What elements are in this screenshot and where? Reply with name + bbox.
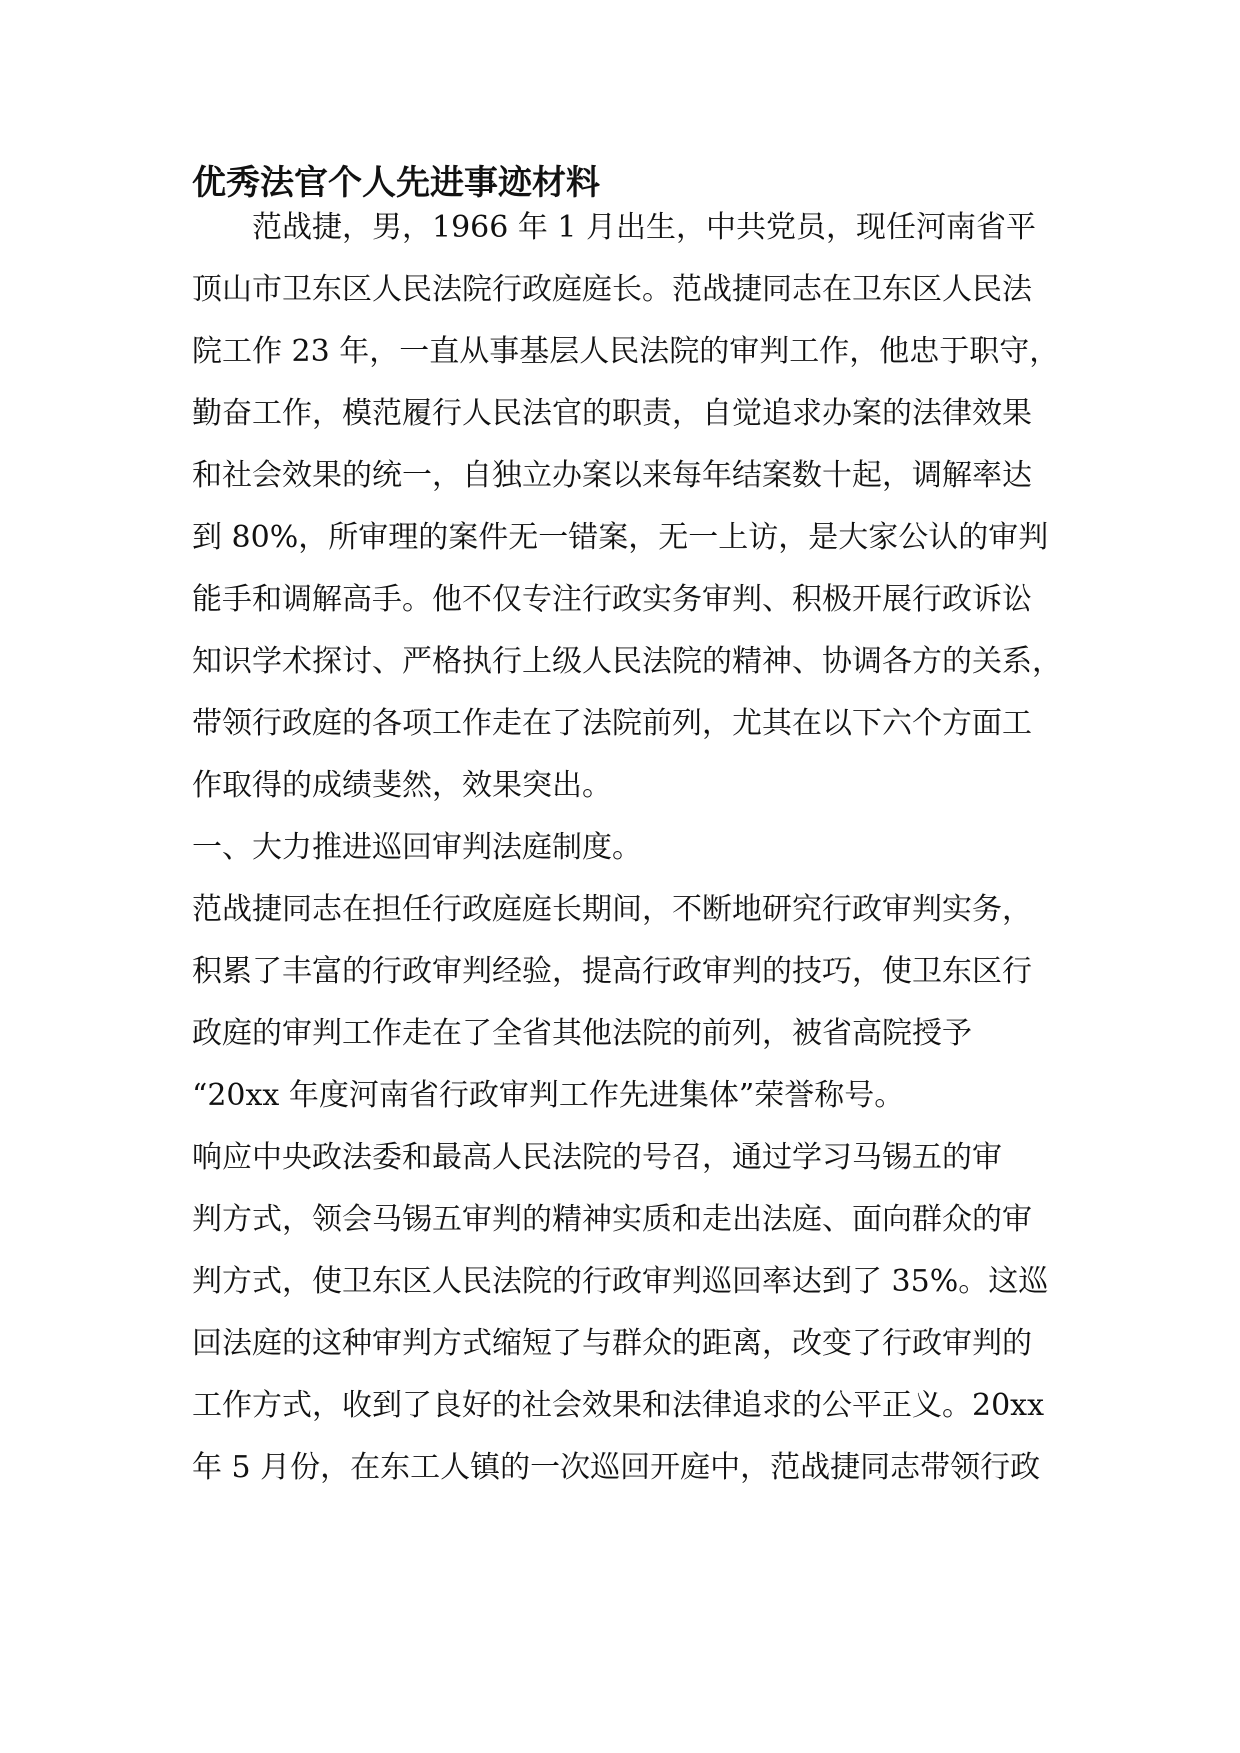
text-line: 回法庭的这种审判方式缩短了与群众的距离，改变了行政审判的 xyxy=(192,1326,1032,1361)
text-line: 政庭的审判工作走在了全省其他法院的前列，被省高院授予 xyxy=(192,1016,972,1051)
text-line: 到 80%，所审理的案件无一错案，无一上访，是大家公认的审判 xyxy=(192,520,1049,555)
text-line: 顶山市卫东区人民法院行政庭庭长。范战捷同志在卫东区人民法 xyxy=(192,272,1032,307)
text-line: 响应中央政法委和最高人民法院的号召，通过学习马锡五的审 xyxy=(192,1140,1002,1175)
text-line: 积累了丰富的行政审判经验，提高行政审判的技巧，使卫东区行 xyxy=(192,954,1032,989)
text-line: 年 5 月份，在东工人镇的一次巡回开庭中，范战捷同志带领行政 xyxy=(192,1450,1041,1485)
text-line: 作取得的成绩斐然，效果突出。 xyxy=(192,768,612,803)
text-line: 院工作 23 年，一直从事基层人民法院的审判工作，他忠于职守， xyxy=(192,334,1060,369)
text-line: 和社会效果的统一，自独立办案以来每年结案数十起，调解率达 xyxy=(192,458,1032,493)
text-line: 范战捷同志在担任行政庭庭长期间，不断地研究行政审判实务， xyxy=(192,892,1032,927)
text-line: 勤奋工作，模范履行人民法官的职责，自觉追求办案的法律效果 xyxy=(192,396,1032,431)
text-line: 判方式，领会马锡五审判的精神实质和走出法庭、面向群众的审 xyxy=(192,1202,1032,1237)
text-line: 知识学术探讨、严格执行上级人民法院的精神、协调各方的关系， xyxy=(192,644,1062,679)
text-line: “20xx 年度河南省行政审判工作先进集体”荣誉称号。 xyxy=(192,1078,905,1113)
text-line: 带领行政庭的各项工作走在了法院前列，尤其在以下六个方面工 xyxy=(192,706,1032,741)
text-line: 能手和调解高手。他不仅专注行政实务审判、积极开展行政诉讼 xyxy=(192,582,1032,617)
text-line: 判方式，使卫东区人民法院的行政审判巡回率达到了 35%。这巡 xyxy=(192,1264,1049,1299)
document-title: 优秀法官个人先进事迹材料 xyxy=(192,163,600,203)
section-heading: 一、大力推进巡回审判法庭制度。 xyxy=(192,830,642,865)
text-line: 范战捷，男，1966 年 1 月出生，中共党员，现任河南省平 xyxy=(192,210,1037,245)
text-line: 工作方式，收到了良好的社会效果和法律追求的公平正义。20xx xyxy=(192,1388,1045,1423)
